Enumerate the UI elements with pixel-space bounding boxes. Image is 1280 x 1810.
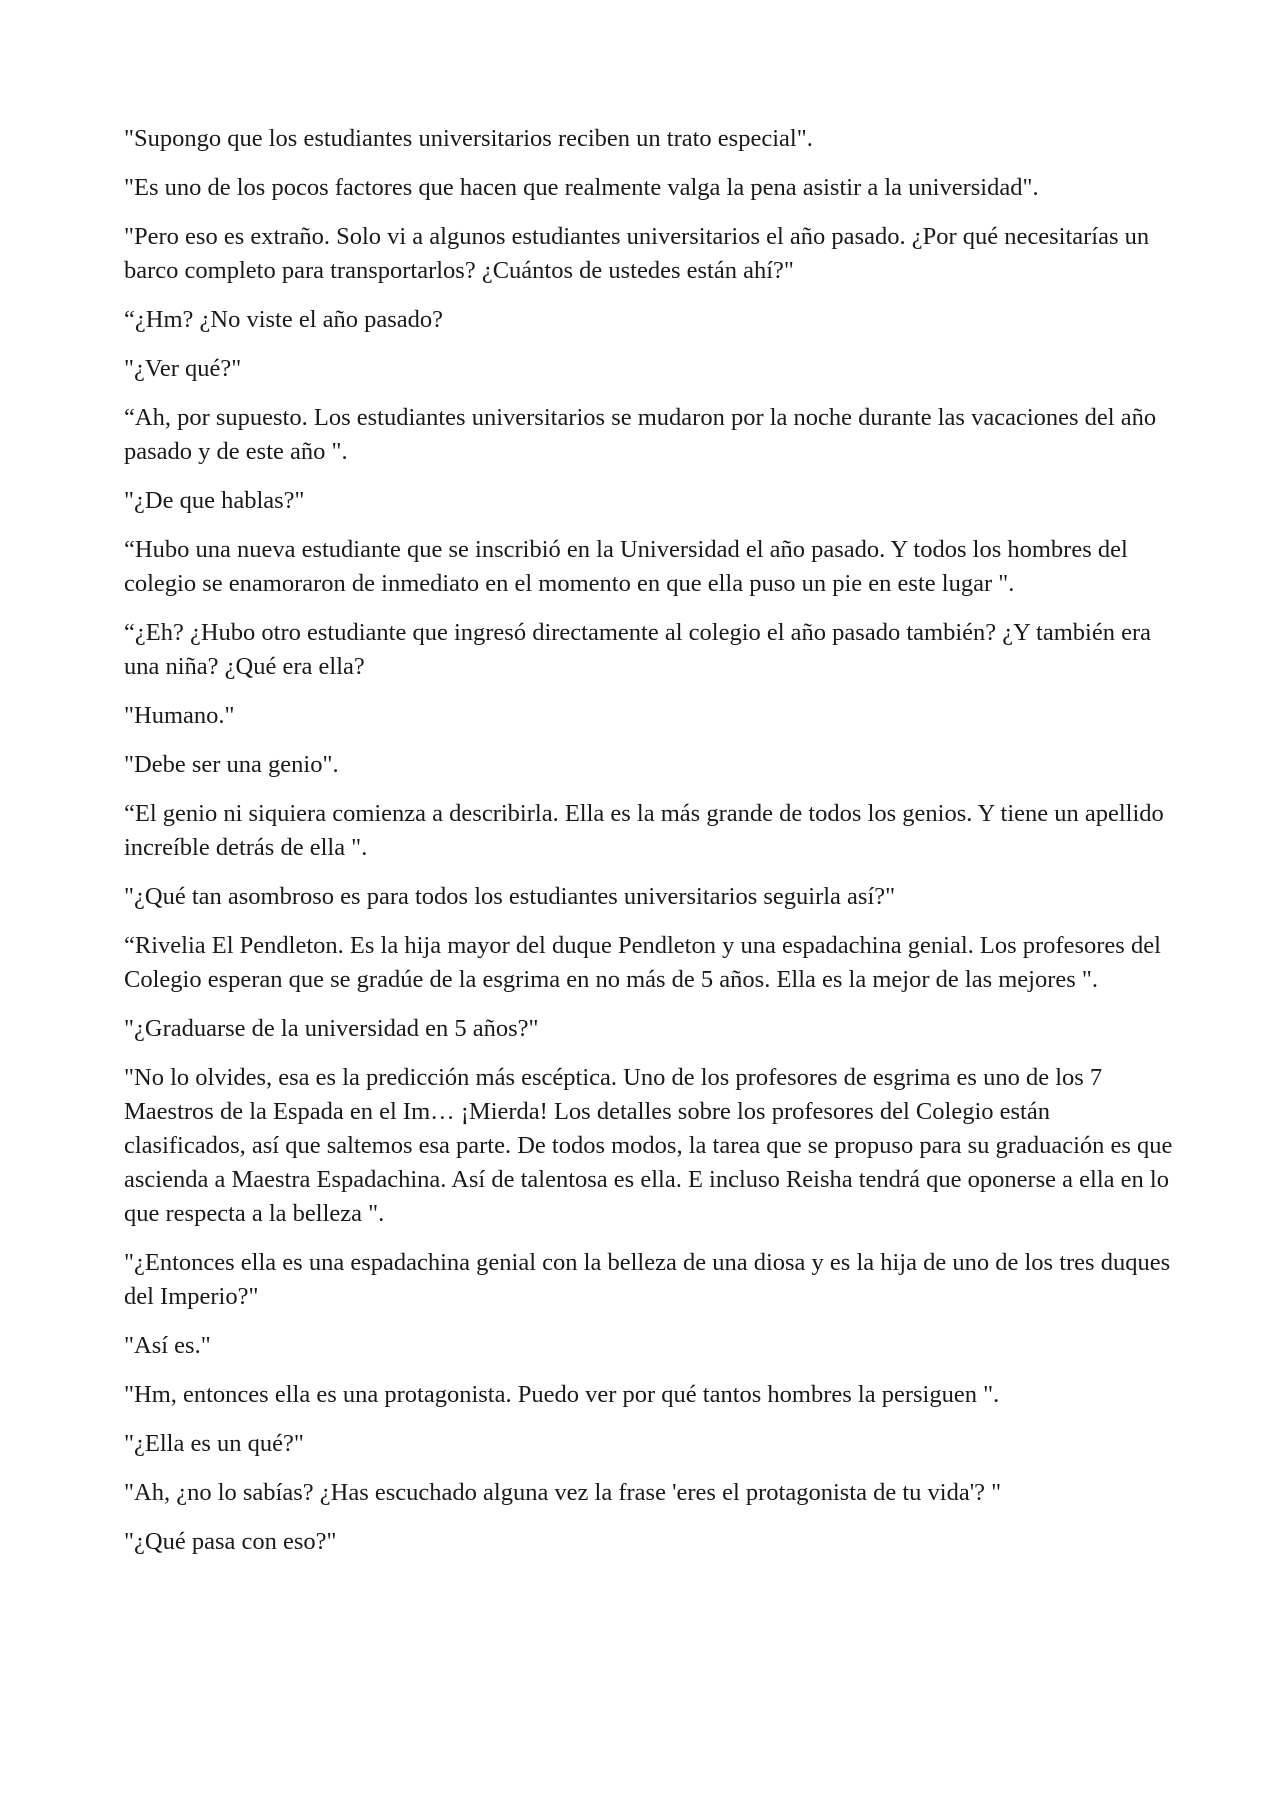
paragraph-4: “¿Hm? ¿No viste el año pasado? xyxy=(124,306,444,333)
document-page xyxy=(124,122,1174,1574)
paragraph-10: "Humano." xyxy=(124,702,235,729)
paragraph-15: "¿Graduarse de la universidad en 5 años?" xyxy=(124,1015,539,1042)
paragraph-1: "Supongo que los estudiantes universitarios reciben un trato especial". xyxy=(124,125,813,152)
paragraph-14: “Rivelia El Pendleton. Es la hija mayor del duque Pendleton y una espadachina genial. Los profesores del Colegio esperan que se gradúe de la esgrima en no más de 5 años. Ella es la mejor de las mejores ". xyxy=(124,932,1161,993)
paragraph-12: “El genio ni siquiera comienza a describirla. Ella es la más grande de todos los genios. Y tiene un apellido increíble detrás de ella ". xyxy=(124,800,1164,861)
paragraph-17: "¿Entonces ella es una espadachina genial con la belleza de una diosa y es la hija de uno de los tres duques del Imperio?" xyxy=(124,1249,1171,1310)
paragraph-19: "Hm, entonces ella es una protagonista. Puedo ver por qué tantos hombres la persiguen ". xyxy=(124,1381,1000,1408)
paragraph-2: "Es uno de los pocos factores que hacen que realmente valga la pena asistir a la universidad". xyxy=(124,174,1039,201)
paragraph-11: "Debe ser una genio". xyxy=(124,751,339,778)
paragraph-21: "Ah, ¿no lo sabías? ¿Has escuchado alguna vez la frase 'eres el protagonista de tu vida'? " xyxy=(124,1479,1002,1506)
paragraph-6: “Ah, por supuesto. Los estudiantes universitarios se mudaron por la noche durante las vacaciones del año pasado y de este año ". xyxy=(124,404,1157,465)
paragraph-7: "¿De que hablas?" xyxy=(124,487,305,514)
paragraph-20: "¿Ella es un qué?" xyxy=(124,1430,304,1457)
paragraph-9: “¿Eh? ¿Hubo otro estudiante que ingresó directamente al colegio el año pasado también? ¿Y también era una niña? ¿Qué era ella? xyxy=(124,619,1151,680)
paragraph-5: "¿Ver qué?" xyxy=(124,355,242,382)
paragraph-22: "¿Qué pasa con eso?" xyxy=(124,1528,337,1555)
paragraph-13: "¿Qué tan asombroso es para todos los estudiantes universitarios seguirla así?" xyxy=(124,883,896,910)
paragraph-8: “Hubo una nueva estudiante que se inscribió en la Universidad el año pasado. Y todos los hombres del colegio se enamoraron de inmediato en el momento en que ella puso un pie en este lugar ". xyxy=(124,536,1128,597)
paragraph-3: "Pero eso es extraño. Solo vi a algunos estudiantes universitarios el año pasado. ¿Por qué necesitarías un barco completo para transportarlos? ¿Cuántos de ustedes están ahí?" xyxy=(124,223,1150,284)
paragraph-18: "Así es." xyxy=(124,1332,211,1359)
paragraph-16: "No lo olvides, esa es la predicción más escéptica. Uno de los profesores de esgrima es uno de los 7 Maestros de la Espada en el Im… ¡Mierda! Los detalles sobre los profesores del Colegio están clasificados, así que saltemos esa parte. De todos modos, la tarea que se propuso para su graduación es que ascienda a Maestra Espadachina. Así de talentosa es ella. E incluso Reisha tendrá que oponerse a ella en lo que respecta a la belleza ". xyxy=(124,1064,1173,1227)
